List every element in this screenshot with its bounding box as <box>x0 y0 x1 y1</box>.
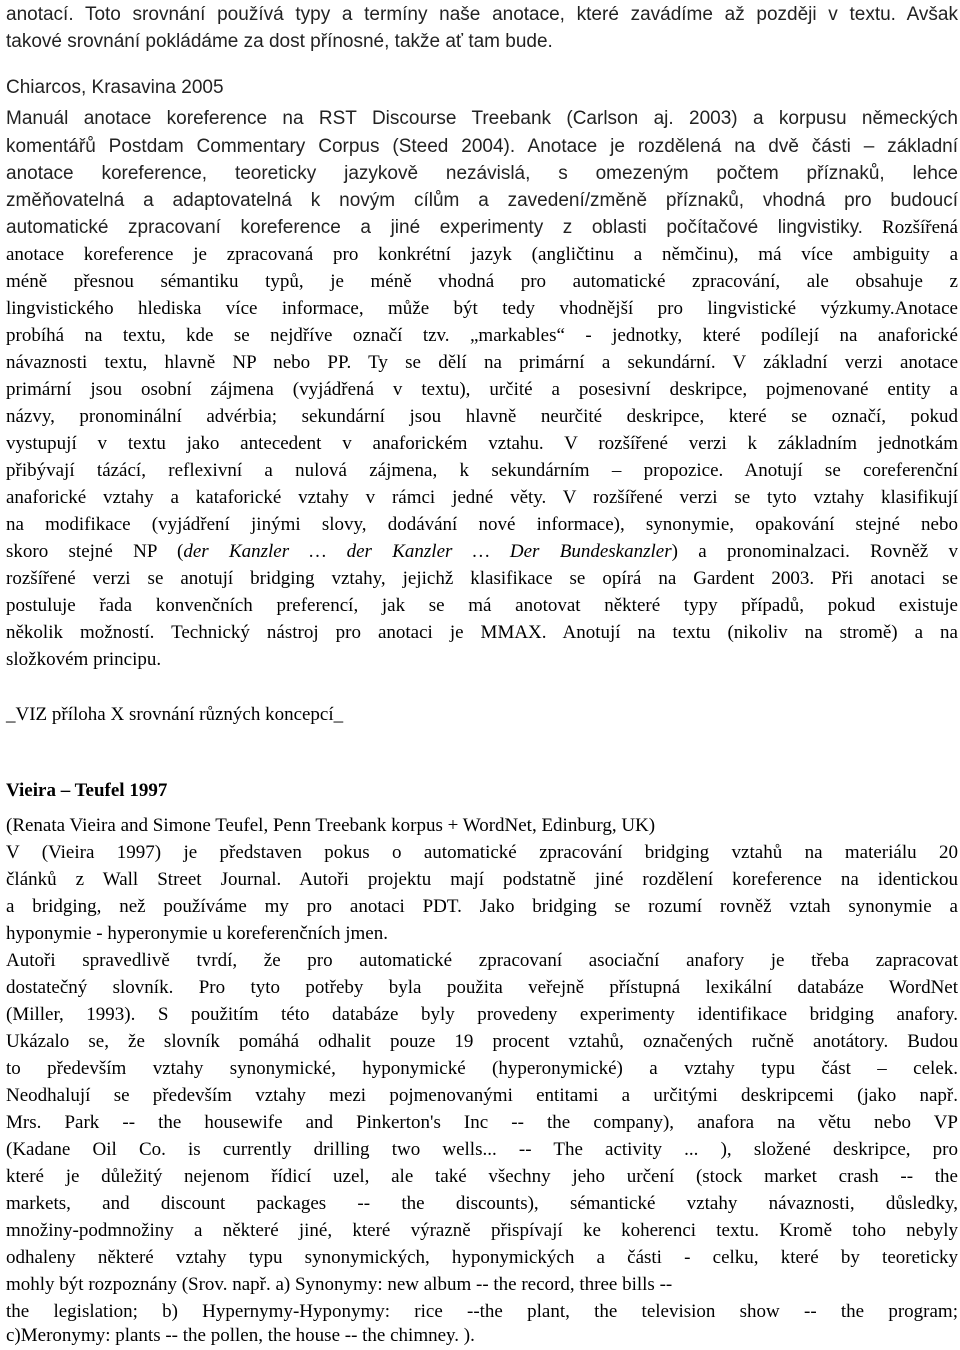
paragraph-line: (Renata Vieira and Simone Teufel, Penn Treebank korpus + WordNet, Edinburg, UK) <box>6 815 656 836</box>
section-heading: Vieira – Teufel 1997 <box>6 780 168 801</box>
paragraph-line: anotace koreference, teoreticky jazykově nezávislá, s omezeným počtem příznaků, lehce <box>6 163 958 184</box>
paragraph-line: hyponymie - hyperonymie u koreferenčních jmen. <box>6 923 388 944</box>
paragraph-line: na modifikace (vyjádření jinými slovy, dodávání nové informace), synonymie, opakování stejné nebo <box>6 514 958 535</box>
paragraph-line: Manuál anotace koreference na RST Discourse Treebank (Carlson aj. 2003) a korpusu německých <box>6 108 958 129</box>
paragraph-line: dostatečný slovník. Pro tyto potřeby byla použita veřejně přístupná lexikální databáze WordNet <box>6 977 958 998</box>
paragraph-line <box>6 214 958 241</box>
paragraph-line: přibývají tázácí, reflexivní a nulová zájmena, k sekundárním – propozice. Anotují se coreferenční <box>6 460 958 481</box>
text-span: skoro stejné NP ( <box>6 541 184 562</box>
paragraph-line: probíhá na textu, kde se nejdříve označí tzv. „markables“ - jednotky, které podílejí na anaforické <box>6 325 958 346</box>
paragraph-line: a bridging, než používáme my pro anotaci PDT. Jako bridging se rozumí rovněž vztah synonymie a <box>6 896 958 917</box>
paragraph-line: (Kadane Oil Co. is currently drilling two wells... -- The activity ... ), složené deskripce, pro <box>6 1139 958 1160</box>
paragraph-line: the legislation; b) Hypernymy-Hyponymy: rice --the plant, the television show -- the program; <box>6 1301 958 1322</box>
section-heading: Chiarcos, Krasavina 2005 <box>6 77 224 98</box>
paragraph-line: lingvistického hlediska více informace, může být tedy vhodnější pro lingvistické výzkumy.Anotace <box>6 298 958 319</box>
paragraph-line: složkovém principu. <box>6 649 162 670</box>
paragraph-line: vystupují v textu jako antecedent v anaforickém vztahu. V rozšířené verzi k základním jednotkám <box>6 433 958 454</box>
paragraph-line: které je důležitý nejenom řídicí uzel, ale také všechny jeho určení (stock market crash -- the <box>6 1166 958 1187</box>
paragraph-line: Neodhalují se především vztahy mezi pojmenovanými entitami a určitými deskripcemi (jako např. <box>6 1085 958 1106</box>
paragraph-line: Autoři spravedlivě tvrdí, že pro automatické zpracovaní asociační anafory je třeba zapracovat <box>6 950 958 971</box>
paragraph-line: rozšířené verzi se anotují bridging vztahy, jejichž klasifikace se opírá na Gardent 2003. Při anotaci se <box>6 568 958 589</box>
text-span: ) a pronominalzaci. Rovněž v <box>671 541 959 562</box>
paragraph-line: c)Meronymy: plants -- the pollen, the house -- the chimney. ). <box>6 1325 475 1346</box>
paragraph-line: (Miller, 1993). S použitím této databáze byly provedeny experimenty identifikace bridging anafory. <box>6 1004 958 1025</box>
paragraph-line: mohly být rozpoznány (Srov. např. a) Synonymy: new album -- the record, three bills -- <box>6 1274 673 1295</box>
paragraph-line: odhaleny některé vztahy typu synonymických, hyponymických a části - celku, které by teoreticky <box>6 1247 958 1268</box>
paragraph-line: článků z Wall Street Journal. Autoři projektu mají podstatně jiné rozdělení koreference na identickou <box>6 869 958 890</box>
italic-example: der Kanzler … der Kanzler … Der Bundeskanzler <box>183 541 672 562</box>
paragraph-line: postuluje řada konvenčních preferencí, jak se má anotovat některé typy případů, pokud existuje <box>6 595 958 616</box>
paragraph-line: anotace koreference je zpracovaná pro konkrétní jazyk (angličtinu a němčinu), má více ambiguity a <box>6 244 958 265</box>
paragraph-line <box>6 133 958 160</box>
text-span: Rozšířená <box>882 217 958 238</box>
paragraph-line: méně přesnou sémantiku typů, je méně vhodná pro automatické zpracování, ale obsahuje z <box>6 271 958 292</box>
paragraph-line <box>6 538 958 565</box>
paragraph-line: Ukázalo se, že slovník pomáhá odhalit pouze 19 procent vztahů, označených ručně anotátory. Budou <box>6 1031 958 1052</box>
paragraph-line: V (Vieira 1997) je představen pokus o automatické zpracování bridging vztahů na materiálu 20 <box>6 842 958 863</box>
appendix-note: _VIZ příloha X srovnání různých koncepcí_ <box>6 704 344 725</box>
text-span: Anotace je rozdělená na dvě části – základní <box>527 136 959 157</box>
paragraph-line: takové srovnání pokládáme za dost přínosné, takže ať tam bude. <box>6 31 553 52</box>
text-span: automatické zpracovaní koreference a jiné experimenty z oblasti počítačové lingvistiky. <box>6 217 863 238</box>
paragraph-line: množiny-podmnožiny a některé jiné, které výrazně přispívají ke koherenci textu. Kromě toho nebyly <box>6 1220 958 1241</box>
paragraph-line: markets, and discount packages -- the discounts), sémantické vztahy návaznosti, důsledky, <box>6 1193 958 1214</box>
paragraph-line: několik možností. Technický nástroj pro anotaci je MMAX. Anotují na textu (nikoliv na stromě) a na <box>6 622 958 643</box>
paragraph-line: anotací. Toto srovnání používá typy a termíny naše anotace, které zavádíme až později v textu. Avšak <box>6 4 958 25</box>
text-span: komentářů Postdam Commentary Corpus (Steed 2004). <box>6 136 516 157</box>
paragraph-line: anaforické vztahy a kataforické vztahy v rámci jedné věty. V rozšířené verzi se tyto vztahy klasifikují <box>6 487 958 508</box>
paragraph-line: to především vztahy synonymické, hyponymické (hyperonymické) a vztahy typu část – celek. <box>6 1058 958 1079</box>
paragraph-line: názvy, pronominální advérbia; sekundární jsou hlavně neurčité deskripce, které se označí, pokud <box>6 406 958 427</box>
paragraph-line: změňovatelná a adaptovatelná k novým cílům a zavedení/změně příznaků, vhodná pro budoucí <box>6 190 958 211</box>
paragraph-line: primární jsou osobní zájmena (vyjádřená v textu), určité a posesivní deskripce, pojmenované entity a <box>6 379 958 400</box>
paragraph-line: Mrs. Park -- the housewife and Pinkerton's Inc -- the company), anafora na větu nebo VP <box>6 1112 958 1133</box>
paragraph-line: návaznosti textu, hlavně NP nebo PP. Ty se dělí na primární a sekundární. V základní verzi anotace <box>6 352 958 373</box>
